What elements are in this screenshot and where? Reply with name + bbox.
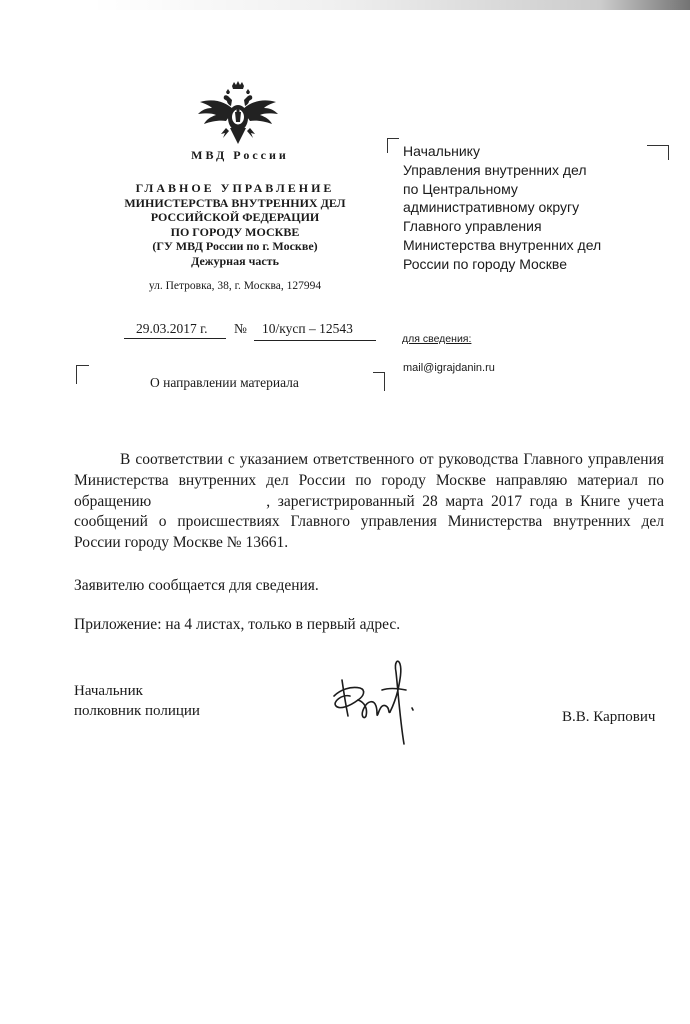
org-line-city: ПО ГОРОДУ МОСКВЕ [170,224,300,239]
subject-corner-right [373,372,385,391]
org-line-duty-unit: Дежурная часть [191,253,279,268]
addressee-line: Министерства внутренних дел [403,236,602,253]
org-full-name [100,181,370,269]
org-line-ministry: МИНИСТЕРСТВА ВНУТРЕННИХ ДЕЛ [124,195,346,210]
addressee-line: Главного управления [403,218,542,235]
addressee-line: Управления внутренних дел [403,161,587,178]
registration-date: 29.03.2017 г. [136,321,208,336]
registration-number-underline [254,340,376,341]
body-paragraph-main-part2: , зарегистрированный 28 марта 2017 года в Книге учета сообщений о происшествиях Главного управления Министерства внутренних дел России городу Москве № 13661. [74,492,664,552]
org-short-name: МВД России [191,148,289,162]
addressee-block [403,142,663,274]
double-headed-eagle-emblem-icon [196,80,280,146]
registration-number: 10/кусп – 12543 [262,321,353,336]
addressee-line: России по городу Москве [403,255,568,272]
org-line-federation: РОССИЙСКОЙ ФЕДЕРАЦИИ [150,210,320,225]
addressee-corner-left [387,138,399,153]
addressee-line: административному округу [403,199,580,216]
signatory-rank: полковник полиции [74,703,200,719]
signatory-title [74,681,200,721]
signatory-position: Начальник [74,683,143,699]
subject-line: О направлении материала [150,375,299,390]
registration-date-underline [124,338,226,339]
org-line-main-directorate: ГЛАВНОЕ УПРАВЛЕНИЕ [135,181,335,195]
org-address: ул. Петровка, 38, г. Москва, 127994 [148,280,322,292]
handwritten-signature-icon [320,650,430,750]
copy-to-email: mail@igrajdanin.ru [403,362,495,374]
org-line-abbrev: (ГУ МВД России по г. Москве) [152,239,318,254]
body-paragraph-attachment: Приложение: на 4 листах, только в первый адрес. [74,615,401,633]
body-paragraph-notice: Заявителю сообщается для сведения. [74,576,319,594]
addressee-line: Начальнику [403,143,480,159]
copy-to-label: для сведения: [402,333,472,345]
signatory-name: В.В. Карпович [562,709,656,725]
addressee-line: по Центральному [403,180,518,197]
body-paragraph-main [74,450,664,554]
registration-number-label: № [234,321,247,336]
subject-corner-left [76,365,89,384]
scan-edge-shadow [90,0,690,10]
body-paragraph-main-part1: В соответствии с указанием ответственного от руководства Главного управления Министерства внутренних дел России по городу Москве направляю материал по обращению [74,451,664,510]
letter-body [74,450,664,636]
